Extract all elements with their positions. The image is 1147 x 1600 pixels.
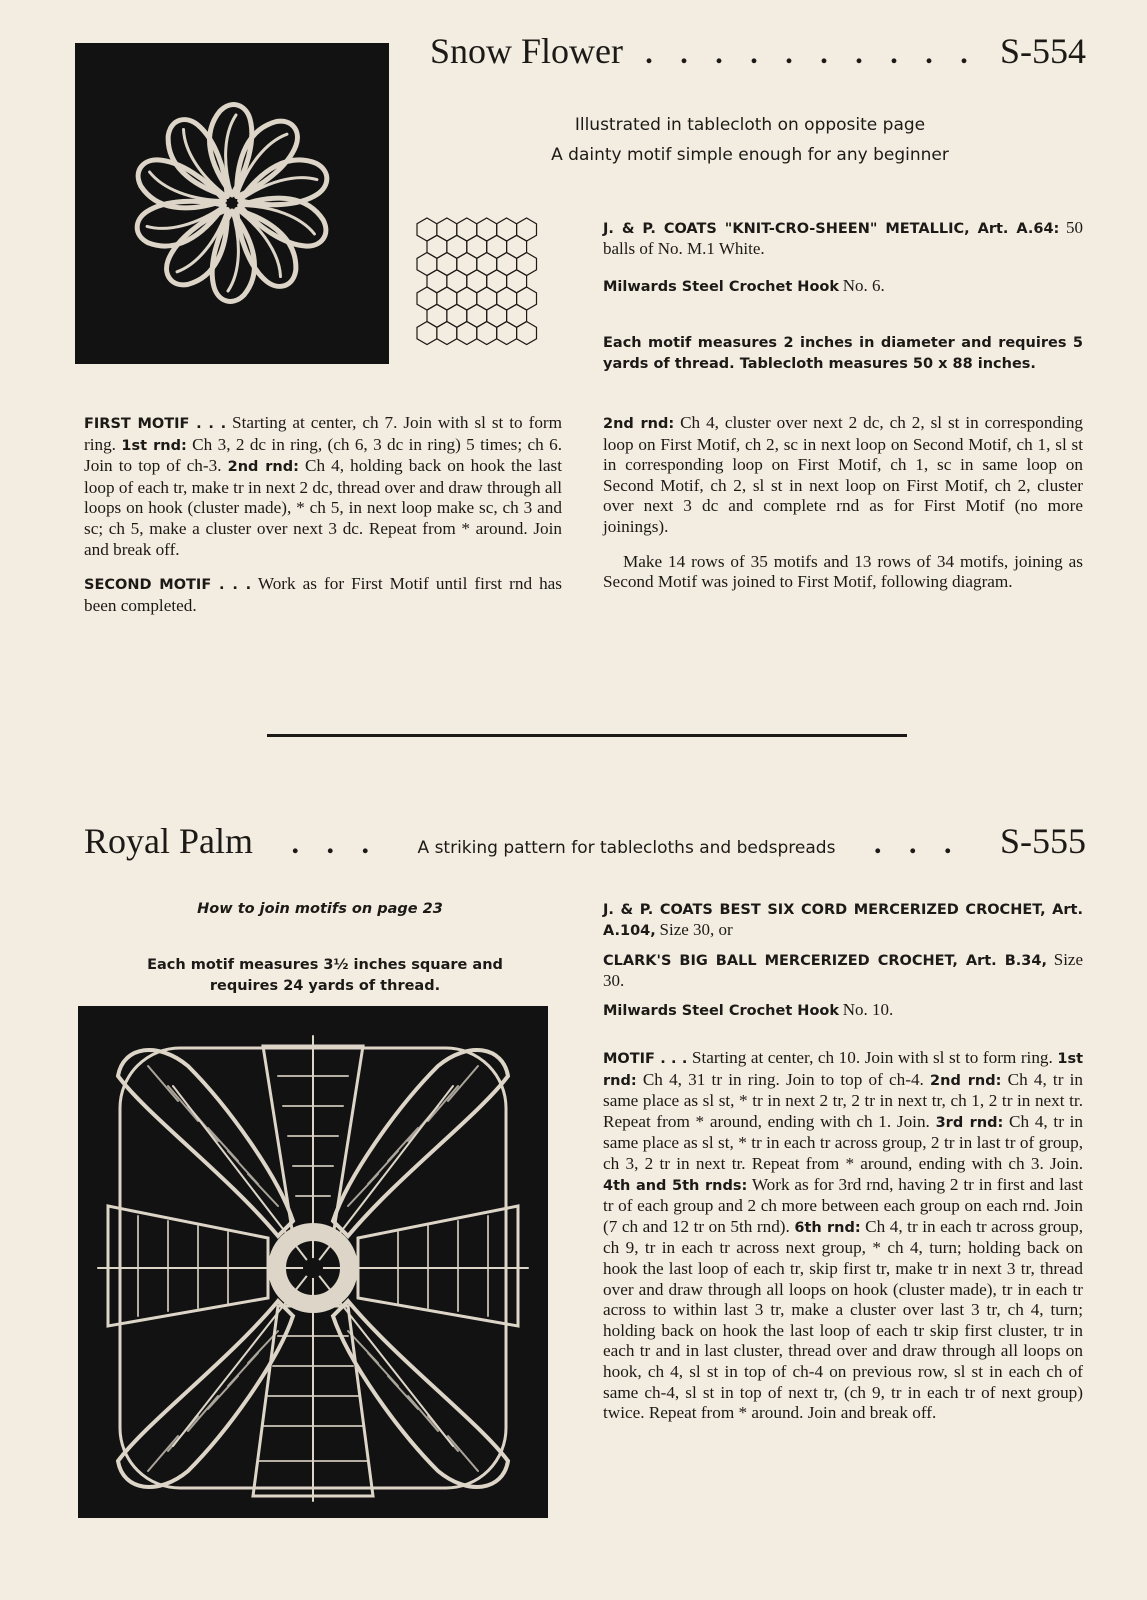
snow-flower-pattern-code: S-554 [999,31,1086,71]
royal-palm-text-6: Ch 4, tr in each tr across group, ch 9, tr in each tr across next group, * ch 4, turn; holding back on hook the last loop of each tr, skip first tr, make tr in next 3 tr, thread over and draw through all loops on hook (cluster made), tr in each tr across to within last 3 tr, make a cluster over last 3 tr, ch 4, turn; holding back on hook the last loop of each tr skip first cluster, tr in each tr and in last cluster, thread over and draw through all loops on hook, ch 4, sl st in top of ch-4 on previous row, sl st in each ch of same ch-4, sl st in top of next tr, (ch 9, tr in each tr of next group) twice. Repeat from * around. Join and break off. [603,1216,1084,1423]
first-motif-text-2: Ch 3, 2 dc in ring, (ch 6, 3 dc in ring) 5 times; ch 6. Join to top of ch-3. [84,434,562,476]
second-motif-text-1: Work as for First Motif until first rnd has been completed. [84,574,562,615]
snow-flower-gauge: Each motif measures 2 inches in diameter and requires 5 yards of thread. Tablecloth measures 50 x 88 inches. [603,335,1083,372]
royal-palm-title: Royal Palm [84,821,253,861]
royal-palm-instructions [603,1048,1083,1424]
royal-palm-text-1: Starting at center, ch 10. Join with sl st to form ring. [691,1048,1053,1067]
first-motif-round-2: 2nd rnd: [227,459,299,476]
royal-palm-round-1: 1st rnd: [603,1051,1084,1089]
hexagon-cell [517,322,537,345]
first-motif-head: FIRST MOTIF . . . [84,416,227,432]
first-motif-text-1: Starting at center, ch 7. Join with sl st to form ring. [84,413,562,454]
royal-palm-size-note: Each motif measures 3½ inches square and requires 24 yards of thread. [147,957,503,994]
snow-flower-instructions-left [84,413,562,616]
hexagon-joining-diagram [415,216,561,374]
royal-palm-round-6: 6th rnd: [794,1219,861,1236]
royal-palm-dots-left: . . . [291,827,380,860]
royal-palm-material-2-head: CLARK'S BIG BALL MERCERIZED CROCHET, Art. B.34, [603,953,1047,969]
royal-palm-round-2: 2nd rnd: [930,1072,1002,1089]
hexagon-cell [417,322,437,345]
royal-palm-material-2 [603,950,1083,992]
hexagon-diagram-icon [415,216,561,374]
royal-palm-text-2: Ch 4, 31 tr in ring. Join to top of ch-4. [642,1069,924,1089]
royal-palm-hook-head: Milwards Steel Crochet Hook [603,1003,840,1019]
second-motif-round-2: 2nd rnd: [603,416,675,432]
snow-flower-subtitle-2: A dainty motif simple enough for any beginner [551,145,949,165]
royal-palm-material-1-head: J. & P. COATS BEST SIX CORD MERCERIZED CROCHET, Art. A.104, [603,902,1083,939]
hexagon-cell [457,322,477,345]
royal-palm-motif-head: MOTIF . . . [603,1051,688,1067]
snow-flower-hook-text: No. 6. [842,276,885,295]
first-motif-round-1: 1st rnd: [121,437,187,454]
snow-flower-photo [75,43,389,364]
royal-palm-photo [78,1006,548,1518]
second-motif-head: SECOND MOTIF . . . [84,577,252,594]
hexagon-cell [437,322,457,345]
royal-palm-tagline: A striking pattern for tablecloths and bedspreads [417,838,836,858]
section-divider [267,734,907,737]
hexagon-cell [477,322,497,345]
snow-flower-hook [603,276,1083,297]
first-motif-text-3: Ch 4, holding back on hook the last loop of each tr, make tr in next 2 dc, thread over and draw through all loops on hook (cluster made), * ch 5, in next loop make sc, ch 3 and sc; ch 5, make a cluster over next 3 dc. Repeat from * around. Join and break off. [84,456,563,559]
snow-flower-title-row [430,30,1086,72]
snow-flower-title: Snow Flower [430,31,624,71]
snow-flower-motif-icon [75,43,389,364]
royal-palm-material-2-text: Size 30. [603,950,1084,990]
royal-palm-round-4-5: 4th and 5th rnds: [603,1177,748,1194]
royal-palm-material-1 [603,900,1083,941]
royal-palm-text-3: Ch 4, tr in same place as sl st, * tr in next 2 tr, 2 tr in next tr, ch 1, 2 tr in next tr. Repeat from * around, ending with ch 1. Join. [603,1069,1083,1131]
royal-palm-dots-right: . . . [873,827,962,860]
royal-palm-title-row [84,820,1086,862]
snow-flower-instructions-right [603,413,1083,593]
snow-flower-material [603,218,1083,260]
royal-palm-pattern-code: S-555 [999,821,1086,861]
snow-flower-material-head: J. & P. COATS "KNIT-CRO-SHEEN" METALLIC, Art. A.64: [603,221,1060,237]
royal-palm-text-4: Ch 4, tr in same place as sl st, * tr in each tr across group, 2 tr in last tr of group, ch 3, 2 tr in next tr. Repeat from * around, ending with ch 3. Join. [603,1111,1084,1173]
royal-palm-text-5: Work as for 3rd rnd, having 2 tr in first and last tr of each group and 2 ch more between each group on each rnd. Join (7 ch and 12 tr on 5th rnd). [603,1174,1083,1236]
snow-flower-material-text: 50 balls of No. M.1 White. [603,218,1084,258]
royal-palm-motif-icon [78,1006,548,1518]
snow-flower-hook-head: Milwards Steel Crochet Hook [603,279,840,295]
snow-flower-assembly: Make 14 rows of 35 motifs and 13 rows of 34 motifs, joining as Second Motif was joined to First Motif, following diagram. [603,551,1083,592]
snow-flower-leader-dots: . . . . . . . . . . [645,37,978,70]
royal-palm-hook-text: No. 10. [842,1000,894,1019]
second-motif-text-2: Ch 4, cluster over next 2 dc, ch 2, sl st in corresponding loop on First Motif, ch 2, sc in next loop on Second Motif, ch 1, sl st in corresponding loop on First Motif, ch 1, sc in same loop on Second Motif, ch 2, sl st in next loop on First Motif, ch 2, cluster over next 3 dc and complete rnd as for First Motif (no more joinings). [603,413,1084,536]
royal-palm-hook [603,1000,1083,1021]
hexagon-cell [497,322,517,345]
snow-flower-subtitle-1: Illustrated in tablecloth on opposite page [574,115,926,135]
royal-palm-material-1-text: Size 30, or [659,920,733,939]
royal-palm-round-3: 3rd rnd: [935,1114,1004,1131]
royal-palm-join-note: How to join motifs on page 23 [197,901,443,917]
